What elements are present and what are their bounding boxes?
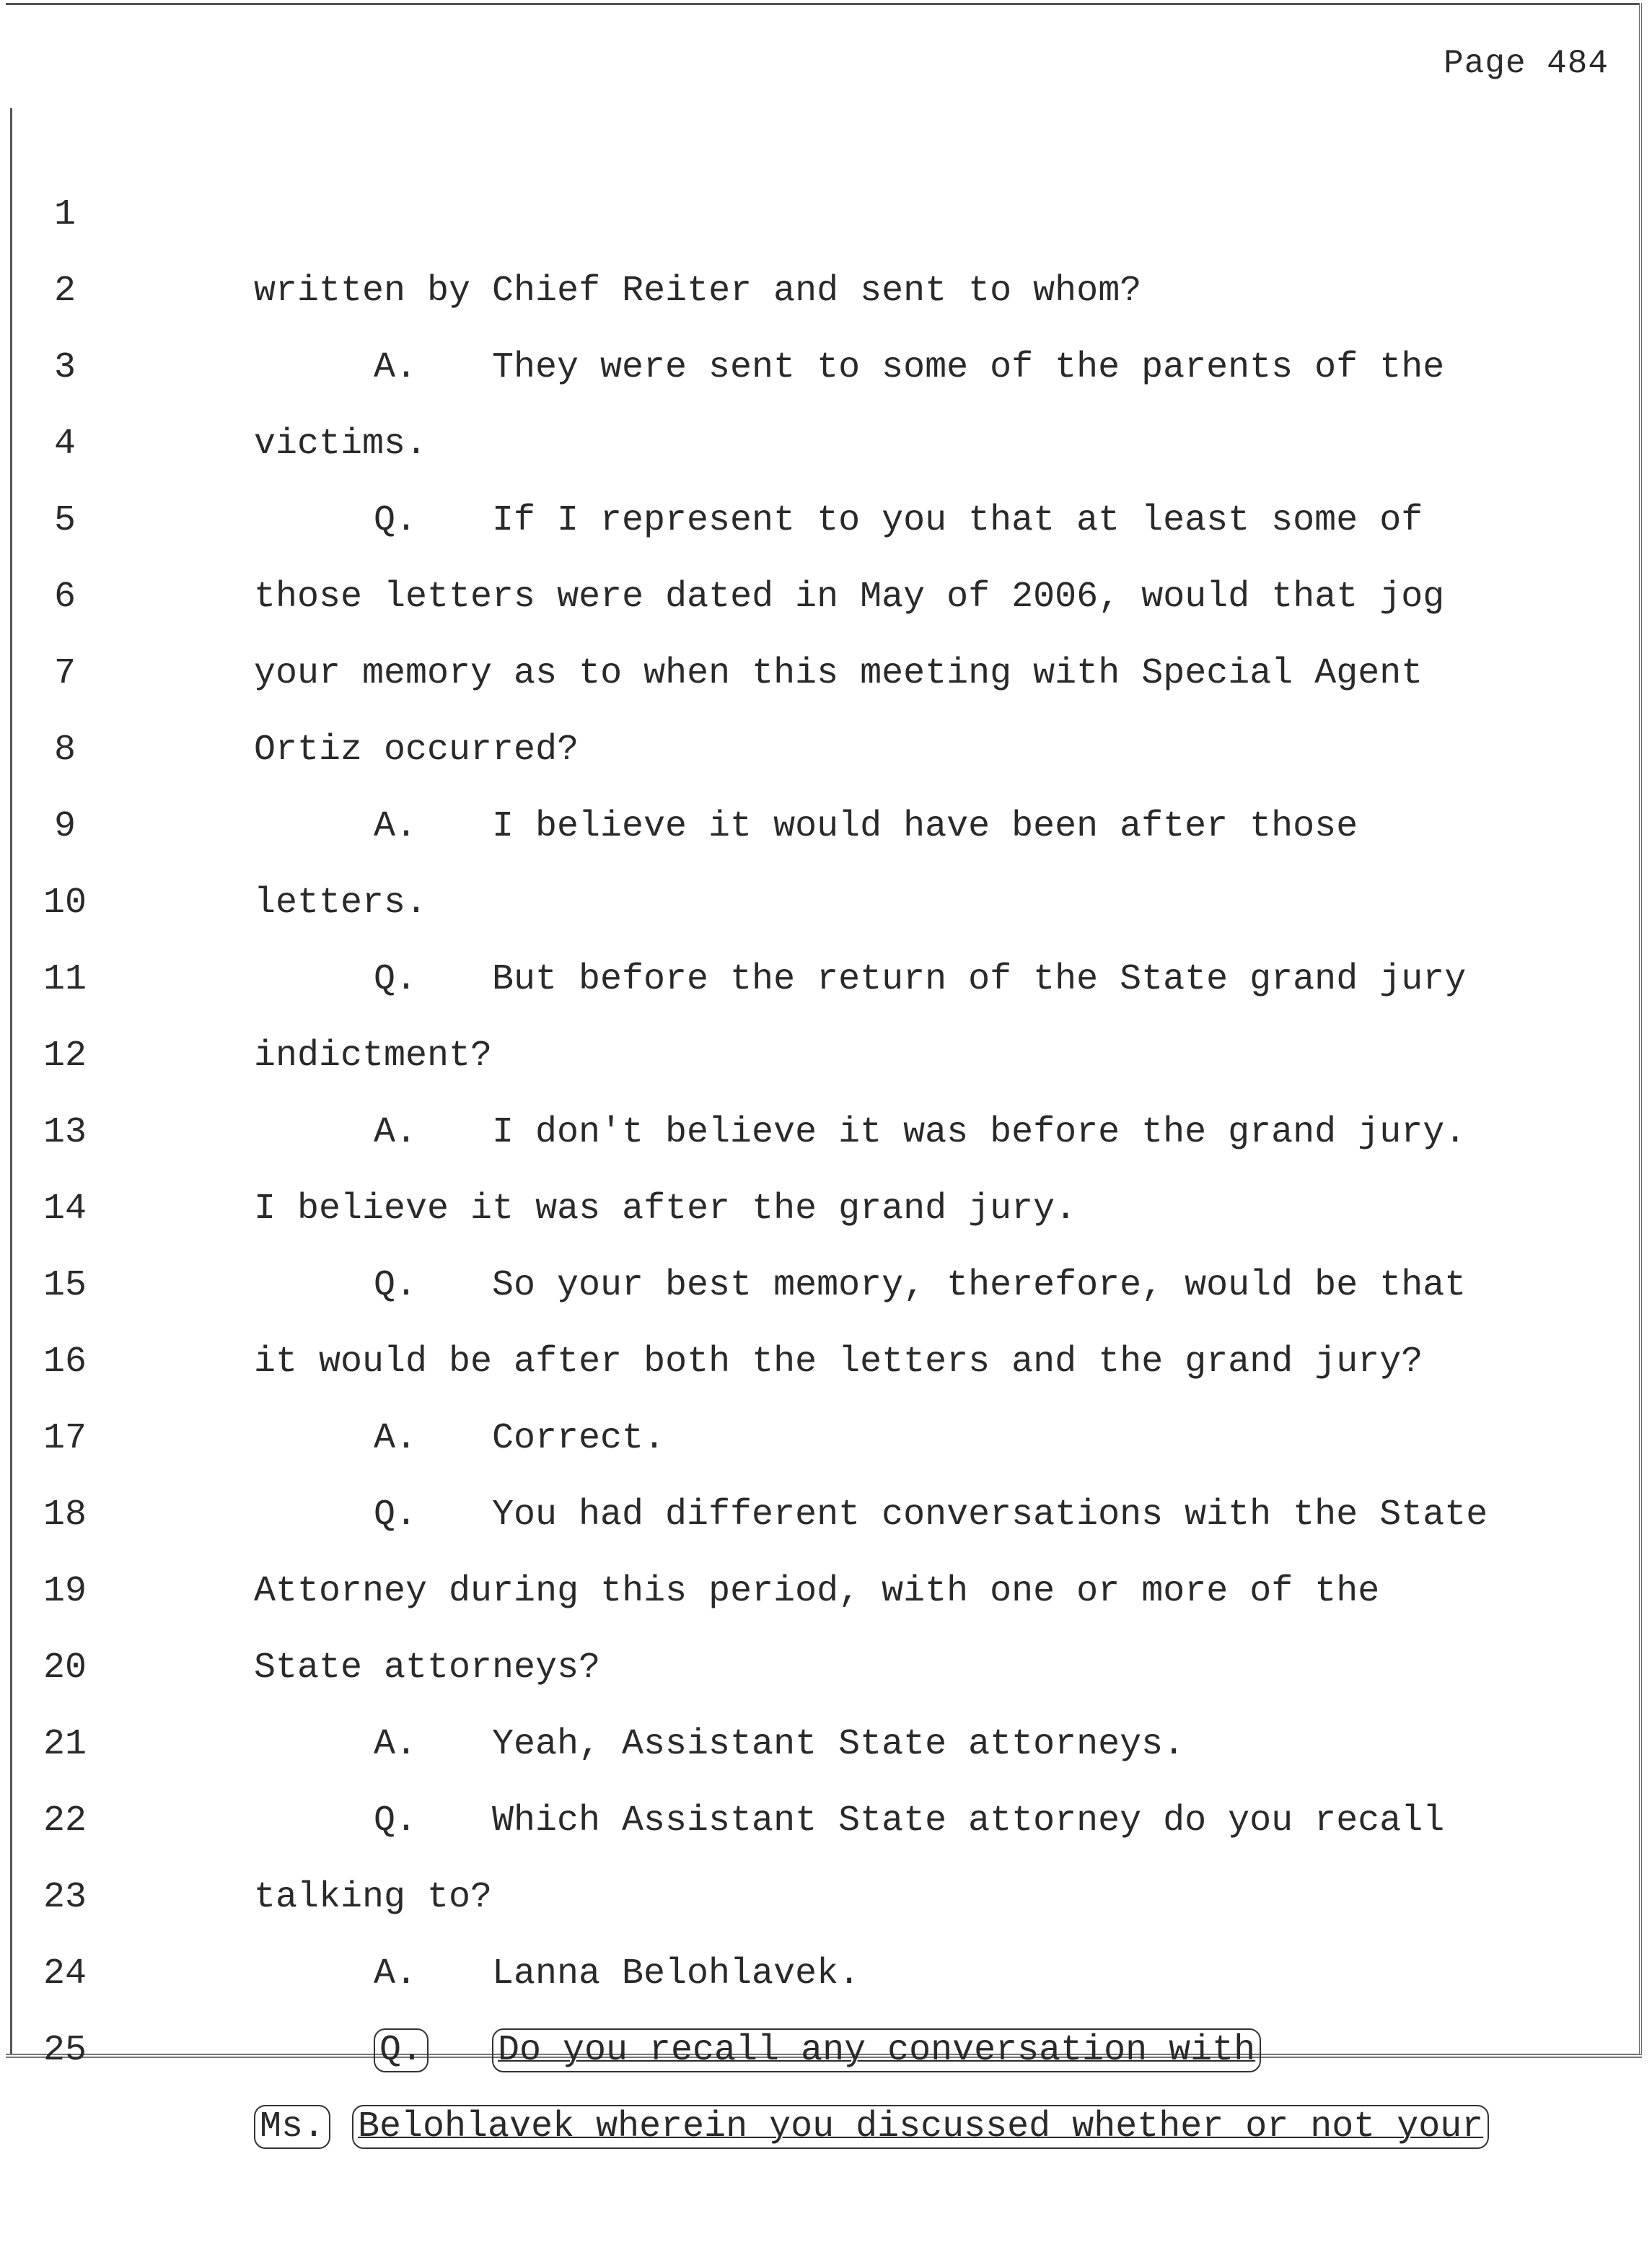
- line-number: 14: [43, 1188, 87, 1230]
- line-content: I believe it would have been after those: [492, 806, 1358, 847]
- line-number: 24: [43, 1953, 87, 1994]
- line-text: [254, 2089, 1489, 2166]
- line-text: your memory as to when this meeting with Special Agent: [254, 653, 1423, 694]
- line-content: Which Assistant State attorney do you recall: [492, 1800, 1445, 1842]
- speaker-label: Q.: [374, 1265, 418, 1306]
- line-text: Ortiz occurred?: [254, 730, 579, 771]
- line-content: Yeah, Assistant State attorneys.: [492, 1724, 1185, 1765]
- line-number: 11: [43, 959, 87, 1000]
- title-circled: Ms.: [254, 2105, 330, 2149]
- line-text: those letters were dated in May of 2006, would that jog: [254, 577, 1445, 618]
- page-number-header: Page 484: [1444, 45, 1609, 82]
- line-content: If I represent to you that at least some of: [492, 500, 1423, 541]
- line-text: indictment?: [254, 1035, 493, 1077]
- speaker-label: Q.: [374, 1494, 418, 1536]
- line-text: Attorney during this period, with one or more of the: [254, 1571, 1380, 1612]
- line-text: [374, 2013, 1261, 2089]
- line-number: 6: [53, 577, 76, 618]
- line-number: 18: [43, 1494, 87, 1536]
- line-content: They were sent to some of the parents of the: [492, 347, 1445, 388]
- line-number: 4: [53, 424, 76, 465]
- line-number: 22: [43, 1800, 87, 1842]
- line-number: 3: [53, 347, 76, 388]
- line-number: 19: [43, 1571, 87, 1612]
- line-content: But before the return of the State grand jury: [492, 959, 1467, 1000]
- line-number: 23: [43, 1877, 87, 1918]
- line-content: Lanna Belohlavek.: [492, 1953, 861, 1994]
- line-content: So your best memory, therefore, would be that: [492, 1265, 1467, 1306]
- line-number: 2: [53, 271, 76, 312]
- speaker-label: A.: [374, 1418, 418, 1459]
- speaker-label: Q.: [374, 1800, 418, 1842]
- line-text: I believe it was after the grand jury.: [254, 1188, 1077, 1230]
- line-text: State attorneys?: [254, 1647, 601, 1689]
- line-number: 10: [43, 883, 87, 924]
- highlighted-content: Belohlavek wherein you discussed whether or not your: [352, 2105, 1489, 2149]
- transcript-line: [0, 100, 1652, 312]
- line-number: 16: [43, 1341, 87, 1383]
- line-number: 8: [53, 730, 76, 771]
- line-number: 13: [43, 1112, 87, 1153]
- line-number: 7: [53, 653, 76, 694]
- line-text: written by Chief Reiter and sent to whom?: [254, 271, 1142, 312]
- line-number: 17: [43, 1418, 87, 1459]
- speaker-label: A.: [374, 1724, 418, 1765]
- speaker-label-circled: Q.: [374, 2028, 429, 2072]
- speaker-label: Q.: [374, 500, 418, 541]
- line-number: 21: [43, 1724, 87, 1765]
- speaker-label: Q.: [374, 959, 418, 1000]
- line-content: Correct.: [492, 1418, 666, 1459]
- speaker-label: A.: [374, 347, 418, 388]
- line-text: letters.: [254, 883, 428, 924]
- highlighted-content: Do you recall any conversation with: [492, 2028, 1261, 2072]
- page-border-top: [6, 3, 1639, 5]
- line-text: talking to?: [254, 1877, 493, 1918]
- line-number: 15: [43, 1265, 87, 1306]
- speaker-label: A.: [374, 806, 418, 847]
- speaker-label: A.: [374, 1953, 418, 1994]
- line-number: 1: [53, 194, 76, 235]
- line-number: 20: [43, 1647, 87, 1689]
- line-number: 25: [43, 2030, 87, 2071]
- line-number: 5: [53, 500, 76, 541]
- line-number: 9: [53, 806, 76, 847]
- speaker-label: A.: [374, 1112, 418, 1153]
- line-content: I don't believe it was before the grand jury.: [492, 1112, 1467, 1153]
- line-text: it would be after both the letters and the grand jury?: [254, 1341, 1423, 1383]
- line-content: You had different conversations with the State: [492, 1494, 1488, 1536]
- line-text: victims.: [254, 424, 428, 465]
- line-number: 12: [43, 1035, 87, 1077]
